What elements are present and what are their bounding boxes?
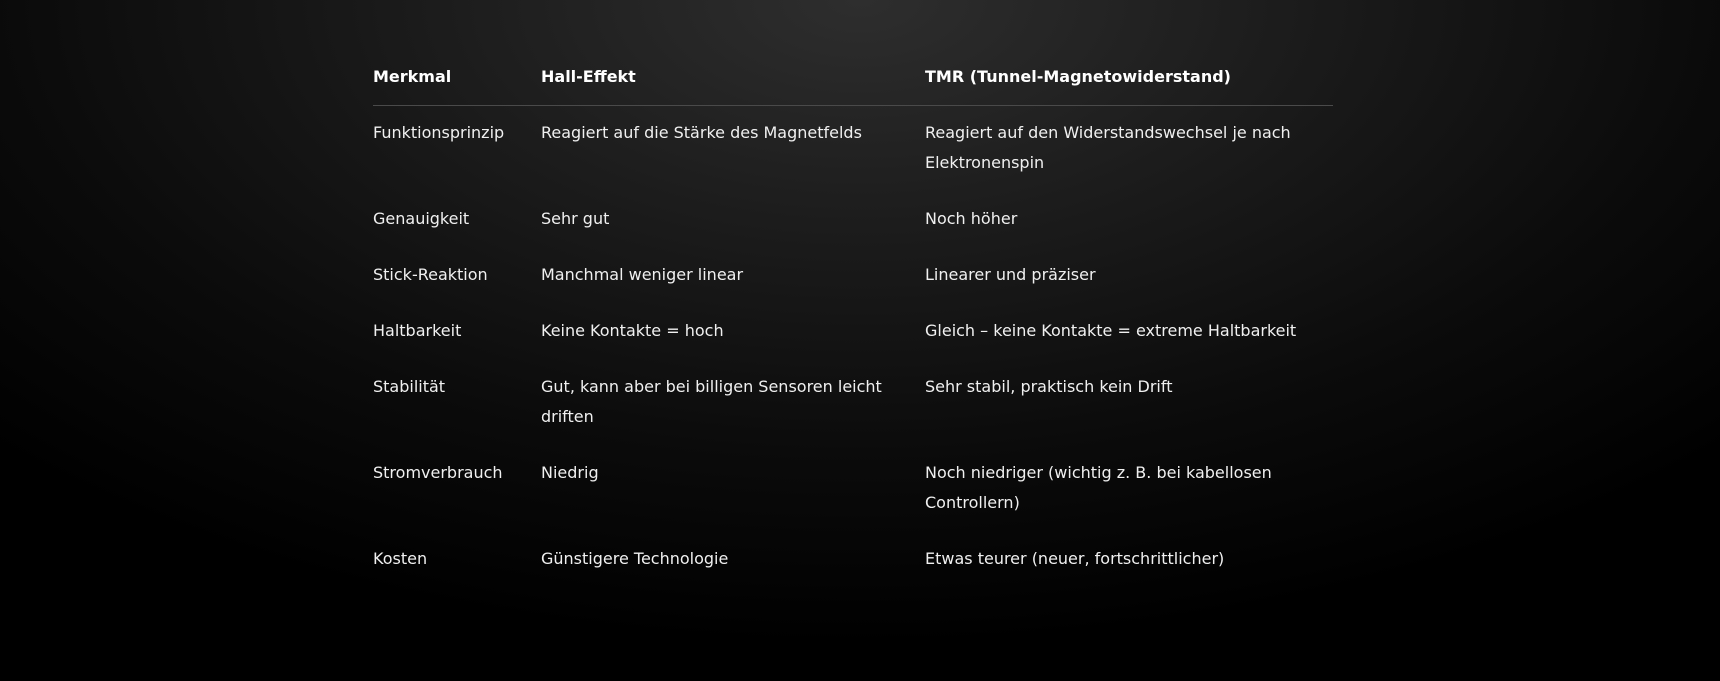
- cell-tmr: Gleich – keine Kontakte = extreme Haltbarkeit: [925, 321, 1297, 340]
- cell-hall: Keine Kontakte = hoch: [541, 321, 724, 340]
- table-body: [373, 106, 1333, 589]
- cell-hall: Manchmal weniger linear: [541, 265, 744, 284]
- cell-tmr: Linearer und präziser: [925, 265, 1096, 284]
- table-row: [373, 360, 1333, 446]
- cell-feature: Haltbarkeit: [373, 321, 462, 340]
- cell-hall: Sehr gut: [541, 209, 610, 228]
- cell-hall: Niedrig: [541, 463, 599, 482]
- cell-tmr: Noch höher: [925, 209, 1018, 228]
- cell-tmr: Reagiert auf den Widerstandswechsel je nach Elektronenspin: [925, 123, 1291, 172]
- cell-hall: Gut, kann aber bei billigen Sensoren leicht driften: [541, 377, 882, 426]
- cell-feature: Kosten: [373, 549, 428, 568]
- cell-tmr: Sehr stabil, praktisch kein Drift: [925, 377, 1173, 396]
- cell-hall: Reagiert auf die Stärke des Magnetfelds: [541, 123, 862, 142]
- table-row: [373, 446, 1333, 532]
- cell-feature: Stabilität: [373, 377, 446, 396]
- cell-feature: Funktionsprinzip: [373, 123, 505, 142]
- cell-feature: Genauigkeit: [373, 209, 470, 228]
- table-row: [373, 532, 1333, 588]
- cell-hall: Günstigere Technologie: [541, 549, 729, 568]
- header-tmr: TMR (Tunnel-Magnetowiderstand): [925, 48, 1333, 106]
- cell-feature: Stromverbrauch: [373, 463, 503, 482]
- cell-tmr: Etwas teurer (neuer, fortschrittlicher): [925, 549, 1225, 568]
- comparison-table-container: [373, 48, 1333, 588]
- table-row: [373, 304, 1333, 360]
- table-row: [373, 192, 1333, 248]
- table-row: [373, 106, 1333, 193]
- table-header: [373, 48, 1333, 106]
- header-row: [373, 48, 1333, 106]
- comparison-table: [373, 48, 1333, 588]
- table-row: [373, 248, 1333, 304]
- header-hall-effekt: Hall-Effekt: [541, 48, 925, 106]
- header-merkmal: Merkmal: [373, 48, 541, 106]
- cell-feature: Stick-Reaktion: [373, 265, 488, 284]
- cell-tmr: Noch niedriger (wichtig z. B. bei kabellosen Controllern): [925, 463, 1272, 512]
